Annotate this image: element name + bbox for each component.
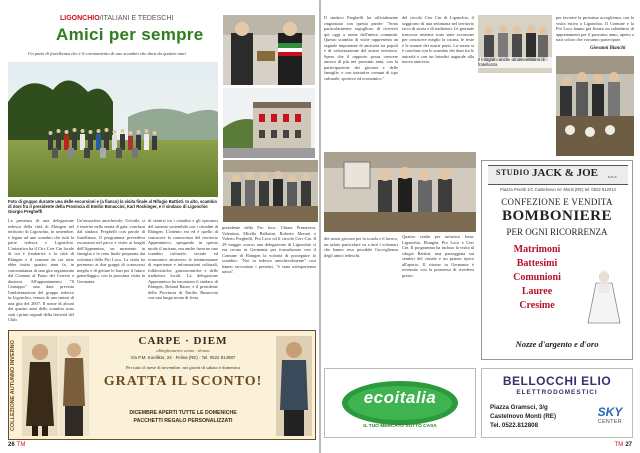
model-photo-left xyxy=(22,336,58,436)
spine xyxy=(319,0,321,453)
studio-heading-3: PER OGNI RICORRENZA xyxy=(506,227,608,237)
studio-suffix: s.n.c. xyxy=(608,174,618,179)
article-col-6: del circolo Cerr Cin di Ligonchio, il soggiorno di una settimana nel territorio ricco di storia e di tradizioni. Le giornate trascorse insieme sono state occasione per conoscere meglio la cucina, le feste e le usanze dei nostri paesi. La serata si è conclusa con lo scambio dei doni fra le autorità e con un brindisi augurale alla nuova amicizia. xyxy=(402,15,474,64)
folio-left xyxy=(8,442,25,448)
meeting-image xyxy=(324,152,476,232)
article-col-7: Quattro realtà per un'unica festa: Ligonchio, Ebingen, Pro Loco e Cerr Cin. Il programma ha incluso la visita al rifugio Battisti, una passeggiata sui sentieri del crinale e un pranzo tipico all'aperto. Il ritorno in Germania è avvenuto con la promessa di rivedersi presto. xyxy=(402,234,474,278)
bellocchi-address-2: Castelnovo Monti (RE) xyxy=(490,413,556,420)
carpe-lead: Per tutto il mese di novembre, nei giorni di sabato e domenica xyxy=(125,365,241,370)
carpe-gift: PACCHETTI REGALO PERSONALIZZATI xyxy=(133,418,233,424)
occasion-item: Cresime xyxy=(519,300,555,311)
magazine-mark-right: TM xyxy=(614,442,624,448)
kicker-topic: /ITALIANI E TEDESCHI xyxy=(99,15,174,22)
article-subtitle: Un patto di fratellanza che è il coronamento di uno scambio che dura da quattro anni xyxy=(28,51,186,56)
studio-word: STUDIO xyxy=(496,168,530,177)
page-number-left: 26 xyxy=(8,442,15,448)
bellocchi-phone: Tel. 0522.812808 xyxy=(490,422,539,429)
table-photo xyxy=(556,56,634,156)
ecoitalia-tagline: IL TUO MERCATO SOTTO CASA xyxy=(363,424,437,429)
carpe-subtitle: abbigliamento uomo - donna xyxy=(156,348,210,353)
building-photo xyxy=(223,88,315,158)
bellocchi-address-1: Piazza Gramsci, 3/g xyxy=(490,404,548,411)
studio-jack-joe-ad xyxy=(481,160,633,360)
ecoitalia-name: ecoitalia xyxy=(363,388,437,407)
article-col-8: per favorire la prossima accoglienza, con la visita estiva a Ligonchio. Il Comune e la Pro Loco hanno già fissato un calendario di appuntamenti per il prossimo anno, aperto a tutti coloro che vorranno partecipare. xyxy=(556,15,634,42)
dinner-photo xyxy=(223,160,318,222)
inset-caption: Il fotografo anche un anniversario di fratellanza xyxy=(478,57,552,68)
occasion-item: Comunioni xyxy=(513,272,561,283)
occasion-item: Lauree xyxy=(521,286,553,297)
article-title: Amici per sempre xyxy=(56,25,204,44)
meeting-photo xyxy=(324,152,476,232)
carpe-diem-ad xyxy=(8,330,316,440)
studio-heading-1: CONFEZIONE E VENDITA xyxy=(501,197,613,207)
building-image xyxy=(223,88,315,158)
article-col-1: La presenza di una delegazione tedesca della città di Ebingen nel territorio di Ligonchio, in settembre, è legata ad uno scambio che tutti la parte tedesca e Ligonchio. L'iniziativa ha il Circ Cerr Cin locale di cui è fondatrice e la città di Ebingen e il comune da cui tutto ebbe inizio quattro anni fa, in concomitanza di una gita organizzata dal Comune al Passo del Cerreto e dintorni. All'appuntamento "Il Centappo" una data prevista l'ambientazione del gruppo tedesco in Ligonchio, venuto di una sintesi di una gita del 2007. Il nome di alcuni dei quattro anni dello scambio sono stati i primi segnali della festività del Club. xyxy=(8,218,74,322)
article-col-9: dei nostri giovani per la scuola e il lavoro, un saluto particolare va a tutti i volontari che hanno reso possibile l'accoglienza degli amici tedeschi. xyxy=(324,236,398,258)
article-signature: Giovanni Bianchi xyxy=(590,46,626,51)
bellocchi-name: BELLOCCHI ELIO xyxy=(502,374,612,388)
occasion-item: Battesimi xyxy=(516,258,558,269)
article-col-3: di sentirsi tra i cittadini e gli operatori del turismo sostenibile con i cittadini di Ebingen. L'intento era ed è quello di conoscere la conoscenza del territorio Appenninico, spiegando in questo modo il turismo, ma anche favorire uno scambio culturale, sociale ed economico attraverso le testimonianze di esperienze e informazioni culturali, folkloristiche, gastronomiche e delle tradizioni locali. La delegazione Appenninica ha incontrato il sindaco di Ebingen, Roland Bauer, e il presidente della Provincia di Emilio Bonaccini con una lunga serata di festa. xyxy=(148,218,218,300)
ecoitalia-ad xyxy=(324,368,476,438)
occasion-list xyxy=(492,243,582,313)
group-photo xyxy=(8,62,218,197)
carpe-address: Via P.M. Koelliker, 24 - Felina (RE) · Tel. 0522 814987 xyxy=(130,355,236,360)
sky-sub: CENTER xyxy=(597,419,623,425)
studio-brand: JACK & JOE xyxy=(532,167,598,179)
page-number-right: 27 xyxy=(625,442,632,448)
sky-name: SKY xyxy=(597,405,623,419)
bride-icon xyxy=(586,269,622,325)
kicker xyxy=(60,15,173,22)
article-col-5: Il sindaco Pregheffi ha ufficialmente ringraziato con questa parole: "Sono particolarmente orgoglioso di riceverti qui oggi a nome dell'intera comunità. Questo scambio di visite rappresenta un segnale importante di amicizia tra popoli e di valorizzazione del nostro territorio. Spero che il rapporto possa crescere ancora di più nei prossimi anni, con la partecipazione dei giovani e delle famiglie, e con iniziative comuni di tipo culturale, sportivo ed economico." xyxy=(324,15,398,81)
folio-right xyxy=(615,442,632,448)
carpe-vertical-label: COLLEZIONE AUTUNNO INVERNO xyxy=(10,340,16,432)
handshake-image xyxy=(223,15,315,85)
bellocchi-ad xyxy=(481,368,633,438)
bellocchi-subtitle: ELETTRODOMESTICI xyxy=(516,389,598,396)
handshake-photo xyxy=(223,15,315,85)
studio-heading-2: BOMBONIERE xyxy=(501,208,612,224)
studio-logo xyxy=(488,165,628,185)
kicker-place: LIGONCHIO xyxy=(60,15,100,22)
article-col-4: presidente della Pro loco, Chiara Primavera, Valentina, Mirella Ballarini, Roberto Moroni e Valerio Pregheffi, Pro Loco ed il circolo Cerr Cin. Il 29 maggio scorso una delegazione di Ligonchio si era recata in Germania per formalizzare con il Comune di Ebingen la volontà di proseguire lo scambio: "Noi in tedesco amichevolmente" così hanno raccontato i presenti, "è stata un'esperienza unica". xyxy=(222,225,316,274)
studio-footer: Nozze d'argento e d'oro xyxy=(515,339,599,349)
occasion-item: Matrimoni xyxy=(513,244,561,255)
magazine-mark-left: TM xyxy=(16,442,26,448)
carpe-december: DICEMBRE APERTI TUTTE LE DOMENICHE xyxy=(129,410,237,416)
carpe-headline: GRATTA IL SCONTO! xyxy=(103,374,263,389)
article-col-2: Un'atmosfera amichevole, Un'utile, si è inserito nella serata di gala, conclusa dal sindaco Pregheffi con parole di fratellanza. Il programma prevedeva escursioni nel parco e visite ai borghi dell'Appennino, un momento in famiglia e la cena finale preparata dai volontari della Pro Loco. La visita ha permesso ai due gruppi di conoscersi meglio e di gettare le basi per il futuro gemellaggio, con la prossima visita in Germania. xyxy=(77,218,145,284)
model-photo-right xyxy=(276,336,312,436)
sky-center-logo xyxy=(592,405,628,433)
main-photo-caption: Foto di gruppo durante una delle escursioni e (a fianco) la visita finale al Rifugio Battisti. In alto, scambio di doni fra il presidente della Provincia di Emilio Bonaccini, Karl Rockinger, e il sindaco di Ligonchio Giorgio Pregheffi xyxy=(8,199,217,215)
carpe-brand: CARPE · DIEM xyxy=(138,335,228,347)
model-photo-left-2 xyxy=(59,336,89,436)
dinner-image xyxy=(223,160,318,222)
table-image xyxy=(556,56,634,156)
studio-address: Piazza Peretti 1/C Castelnovo ne' Monti (RE) tel. 0522 812014 xyxy=(500,187,616,192)
group-photo-image xyxy=(8,62,218,197)
